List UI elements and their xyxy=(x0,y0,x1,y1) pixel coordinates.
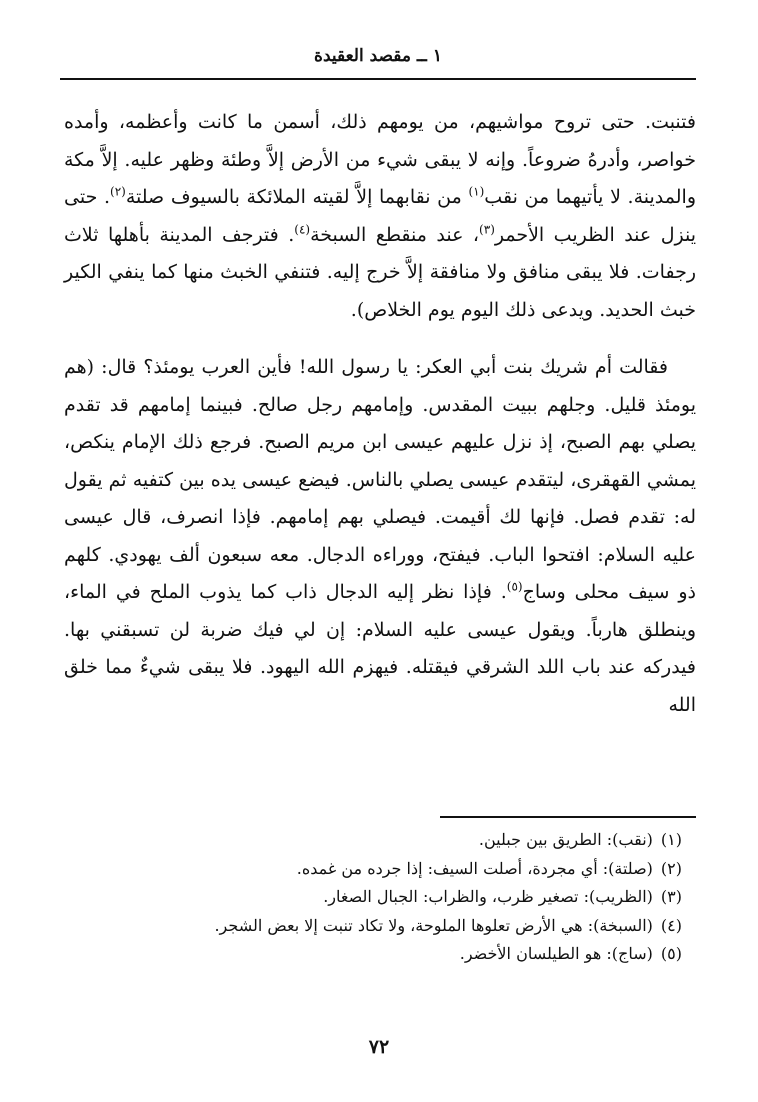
footnote-ref-3[interactable]: (٣) xyxy=(479,222,495,237)
paragraph-2 xyxy=(64,349,696,724)
paragraph-1 xyxy=(64,104,696,329)
footnote-number: (٥) xyxy=(660,944,682,963)
footnote-number: (٤) xyxy=(660,915,682,935)
paragraph-1-text-d: ، عند منقطع السبخة xyxy=(310,223,480,246)
paragraph-1-text-c: . حتى ينزل عند الظريب الأحمر xyxy=(64,186,696,246)
paragraph-1-text-e: . فترجف المدينة بأهلها ثلاث رجفات. فلا يبقى منافق ولا منافقة إلاَّ خرج إليه. فتنفي الخبث منها كما ينفي الكير خبث الحديد. ويدعى ذلك اليوم يوم الخلاص). xyxy=(64,223,696,321)
footnote-separator xyxy=(440,816,696,818)
footnote-ref-5[interactable]: (٥) xyxy=(506,579,523,594)
footnote-ref-1[interactable]: (١) xyxy=(468,184,485,199)
paragraph-2-text-b: . فإذا نظر إليه الدجال ذاب كما يذوب الملح في الماء، وينطلق هارباً. ويقول عيسى عليه السلام: إن لي فيك ضربة لن تسبقني بها. فيدركه عند باب اللد الشرقي فيقتله. فيهزم الله اليهود. فلا يبقى شيءٌ مما خلق الله xyxy=(64,581,696,716)
running-title: ١ ــ مقصد العقيدة xyxy=(314,46,442,66)
footnotes-list xyxy=(60,826,696,969)
footnote-item xyxy=(60,940,696,969)
footnote-number: (١) xyxy=(660,830,682,849)
page-number: ٧٢ xyxy=(368,1036,390,1058)
footnote-number: (٢) xyxy=(660,858,682,878)
header-rule xyxy=(60,78,696,80)
footnote-item xyxy=(60,855,696,884)
footnote-item xyxy=(60,826,696,855)
footnote-text: (ساج): هو الطيلسان الأخضر. xyxy=(459,944,653,963)
footnote-item xyxy=(60,883,696,912)
footnote-text: (صلتة): أي مجردة، أصلت السيف: إذا جرده من غمده. xyxy=(296,858,653,878)
main-text xyxy=(64,104,696,724)
footnote-number: (٣) xyxy=(660,887,682,906)
footnote-text: (السبخة): هي الأرض تعلوها الملوحة، ولا تكاد تنبت إلا بعض الشجر. xyxy=(214,915,653,935)
paragraph-2-text-a: فقالت أم شريك بنت أبي العكر: يا رسول الله! فأين العرب يومئذ؟ قال: (هم يومئذ قليل. وجلهم ببيت المقدس. وإمامهم رجل صالح. فبينما إمامهم قد تقدم يصلي بهم الصبح، إذ نزل عليهم عيسى ابن مريم الصبح. فرجع ذلك الإمام ينكص، يمشي القهقرى، ليتقدم عيسى يصلي بالناس. فيضع عيسى يده بين كتفيه ثم يقول له: تقدم فصل. فإنها لك أقيمت. فيصلي بهم إمامهم. فإذا انصرف، قال عيسى عليه السلام: افتحوا الباب. فيفتح، ووراءه الدجال. معه سبعون ألف يهودي. كلهم ذو سيف محلى وساج xyxy=(64,356,697,603)
footnote-item xyxy=(60,912,696,941)
footnote-ref-2[interactable]: (٢) xyxy=(110,184,126,199)
footnote-text: (الظريب): تصغير ظرب، والظراب: الجبال الصغار. xyxy=(323,887,653,906)
footnote-ref-4[interactable]: (٤) xyxy=(294,222,311,237)
footnote-text: (نقب): الطريق بين جبلين. xyxy=(478,830,653,849)
paragraph-1-text-b: من نقابهما إلاَّ لقيته الملائكة بالسيوف صلتة xyxy=(125,186,469,208)
paragraph-1-text-a: فتنبت. حتى تروح مواشيهم، من يومهم ذلك، أسمن ما كانت وأعظمه، وأمده خواصر، وأدرهُ ضروعاً. وإنه لا يبقى شيء من الأرض إلاَّ وطئة وظهر عليه. إلاَّ مكة والمدينة. لا يأتيهما من نقب xyxy=(64,111,696,208)
